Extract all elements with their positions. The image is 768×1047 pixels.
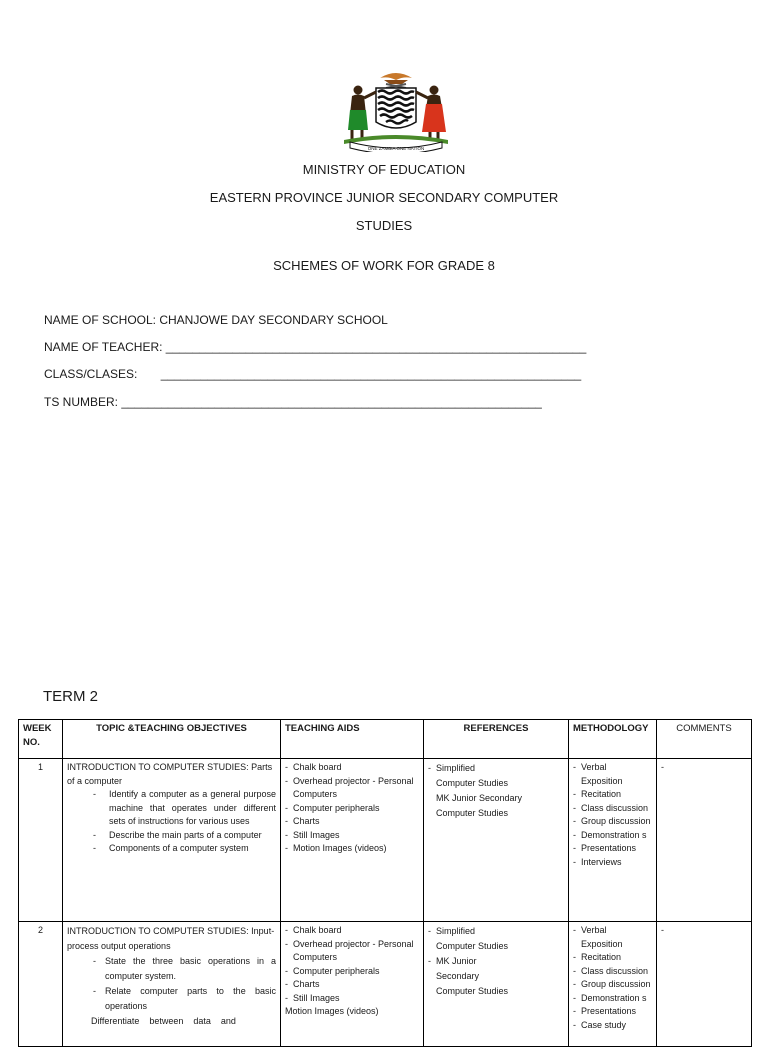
aid-item: - Chalk board: [285, 924, 419, 938]
objective-item: - State the three basic operations in a computer system.: [93, 954, 276, 984]
method-item: - Interviews: [573, 856, 652, 870]
method-item: - Demonstration s: [573, 992, 652, 1006]
topic-cell: [63, 759, 281, 922]
week-number: 1: [19, 759, 63, 922]
coat-of-arms-emblem: [340, 68, 452, 152]
header-topic: TOPIC &TEACHING OBJECTIVES: [63, 720, 281, 759]
objective-item: - Components of a computer system: [93, 842, 276, 856]
aid-item: - Charts: [285, 815, 419, 829]
method-item: - Verbal: [573, 924, 652, 938]
aid-item: - Chalk board: [285, 761, 419, 775]
objective-item: - Relate computer parts to the basic operations: [93, 984, 276, 1014]
scheme-title: SCHEMES OF WORK FOR GRADE 8: [273, 258, 495, 273]
header-comments: COMMENTS: [657, 720, 752, 759]
aid-item: - Overhead projector - Personal Computers: [285, 938, 419, 965]
method-item: - Presentations: [573, 842, 652, 856]
method-item: - Verbal: [573, 761, 652, 775]
method-item: - Recitation: [573, 788, 652, 802]
reference-item: Secondary: [436, 971, 480, 981]
topic-title: INTRODUCTION TO COMPUTER STUDIES: Parts of a computer: [67, 762, 273, 786]
aid-item: - Computer peripherals: [285, 802, 419, 816]
comments-cell: -: [657, 759, 752, 922]
reference-item: MK Junior Secondary: [436, 793, 523, 803]
header-methodology: METHODOLOGY: [569, 720, 657, 759]
objective-item: Differentiate between data and: [91, 1016, 236, 1026]
ts-number-line: TS NUMBER: _______________________________________________________________: [44, 395, 542, 409]
comments-cell: -: [657, 922, 752, 1047]
method-item: - Class discussion: [573, 802, 652, 816]
table-header-row: [19, 720, 752, 759]
aid-item: - Charts: [285, 978, 419, 992]
method-item: - Group discussion: [573, 815, 652, 829]
teacher-name-line: NAME OF TEACHER: _______________________________________________________________: [44, 340, 587, 354]
method-item: - Group discussion: [573, 978, 652, 992]
topic-cell: [63, 922, 281, 1047]
method-item: - Class discussion: [573, 965, 652, 979]
reference-item: - Simplified: [428, 761, 564, 776]
aid-item: Motion Images (videos): [285, 1006, 379, 1016]
province-heading-line2: STUDIES: [355, 218, 413, 233]
teaching-aids-cell: [281, 922, 424, 1047]
method-item: Exposition: [581, 775, 623, 786]
scheme-of-work-table: [18, 719, 752, 1047]
reference-item: - MK Junior: [428, 954, 564, 969]
header-references: REFERENCES: [424, 720, 569, 759]
reference-item: Computer Studies: [436, 986, 509, 996]
objective-item: - Identify a computer as a general purpose machine that operates under different sets of instructions for various uses: [93, 788, 276, 829]
school-name-line: NAME OF SCHOOL: CHANJOWE DAY SECONDARY SCHOOL: [44, 313, 388, 327]
topic-title: INTRODUCTION TO COMPUTER STUDIES: Input-process output operations: [67, 926, 275, 951]
term-heading: TERM 2: [43, 688, 99, 705]
class-blank: _______________________________________________________________: [160, 367, 582, 381]
objective-item: - Describe the main parts of a computer: [93, 829, 276, 843]
method-item: - Case study: [573, 1019, 652, 1033]
aid-item: - Motion Images (videos): [285, 842, 419, 856]
header-week: WEEK NO.: [19, 720, 63, 759]
aid-item: - Still Images: [285, 992, 419, 1006]
table-row: [19, 922, 752, 1047]
method-item: - Recitation: [573, 951, 652, 965]
table-row: [19, 759, 752, 922]
week-number: 2: [19, 922, 63, 1047]
references-cell: [424, 922, 569, 1047]
class-label: CLASS/CLASES:: [44, 367, 138, 381]
methodology-cell: [569, 922, 657, 1047]
method-item: Exposition: [581, 938, 623, 949]
aid-item: - Still Images: [285, 829, 419, 843]
province-heading-line1: EASTERN PROVINCE JUNIOR SECONDARY COMPUTER: [209, 190, 559, 205]
reference-item: Computer Studies: [436, 778, 509, 788]
aid-item: - Overhead projector - Personal Computers: [285, 775, 419, 802]
reference-item: - Simplified: [428, 924, 564, 939]
methodology-cell: [569, 759, 657, 922]
reference-item: Computer Studies: [436, 941, 509, 951]
aid-item: - Computer peripherals: [285, 965, 419, 979]
teaching-aids-cell: [281, 759, 424, 922]
method-item: - Demonstration s: [573, 829, 652, 843]
references-cell: [424, 759, 569, 922]
header-aids: TEACHING AIDS: [281, 720, 424, 759]
svg-text:ONE ZAMBIA ONE NATION: ONE ZAMBIA ONE NATION: [367, 146, 425, 151]
ministry-heading: MINISTRY OF EDUCATION: [302, 162, 466, 177]
reference-item: Computer Studies: [436, 808, 509, 818]
class-line: [44, 367, 581, 381]
method-item: - Presentations: [573, 1005, 652, 1019]
